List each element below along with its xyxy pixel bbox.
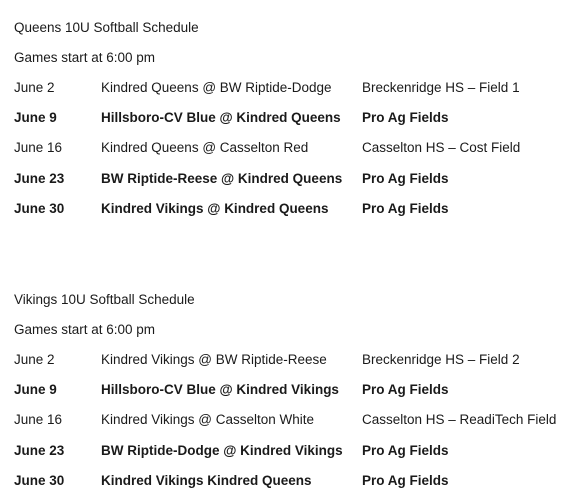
game-date: June 23 xyxy=(14,442,65,458)
game-date: June 9 xyxy=(14,110,57,126)
schedule-title: Vikings 10U Softball Schedule xyxy=(14,292,195,307)
vikings-schedule xyxy=(14,290,566,501)
game-location: Pro Ag Fields xyxy=(362,200,449,216)
game-location: Pro Ag Fields xyxy=(362,442,449,458)
game-row xyxy=(14,350,566,370)
game-matchup: BW Riptide-Reese @ Kindred Queens xyxy=(101,170,343,186)
game-matchup: BW Riptide-Dodge @ Kindred Vikings xyxy=(101,442,343,458)
game-location: Pro Ag Fields xyxy=(362,170,449,186)
game-date: June 2 xyxy=(14,352,55,367)
game-row-home xyxy=(14,441,566,461)
game-row-home xyxy=(14,108,566,128)
game-row-home xyxy=(14,380,566,400)
queens-schedule xyxy=(14,18,566,229)
game-date: June 30 xyxy=(14,200,65,216)
game-date: June 2 xyxy=(14,80,55,95)
game-matchup: Hillsboro-CV Blue @ Kindred Vikings xyxy=(101,382,339,398)
game-location: Breckenridge HS – Field 1 xyxy=(362,80,520,95)
game-matchup: Kindred Queens @ BW Riptide-Dodge xyxy=(101,80,332,95)
game-date: June 16 xyxy=(14,412,63,428)
game-location: Pro Ag Fields xyxy=(362,382,449,398)
game-location: Casselton HS – ReadiTech Field xyxy=(362,412,557,428)
start-time-note: Games start at 6:00 pm xyxy=(14,322,156,337)
game-matchup: Kindred Vikings @ Kindred Queens xyxy=(101,200,329,216)
game-row-home xyxy=(14,199,566,219)
game-location: Breckenridge HS – Field 2 xyxy=(362,352,520,367)
game-location: Casselton HS – Cost Field xyxy=(362,140,521,156)
game-date: June 30 xyxy=(14,472,65,488)
schedule-title: Queens 10U Softball Schedule xyxy=(14,20,199,35)
game-location: Pro Ag Fields xyxy=(362,110,449,126)
game-date: June 16 xyxy=(14,140,63,156)
game-row-home xyxy=(14,471,566,491)
game-matchup: Kindred Queens @ Casselton Red xyxy=(101,140,309,156)
game-matchup: Kindred Vikings @ BW Riptide-Reese xyxy=(101,352,327,367)
game-row xyxy=(14,138,566,158)
game-date: June 23 xyxy=(14,170,65,186)
game-matchup: Kindred Vikings Kindred Queens xyxy=(101,472,312,488)
game-location: Pro Ag Fields xyxy=(362,472,449,488)
game-matchup: Kindred Vikings @ Casselton White xyxy=(101,412,315,428)
start-time-note: Games start at 6:00 pm xyxy=(14,50,156,65)
game-date: June 9 xyxy=(14,382,57,398)
game-row xyxy=(14,78,566,98)
game-matchup: Hillsboro-CV Blue @ Kindred Queens xyxy=(101,110,341,126)
game-row-home xyxy=(14,169,566,189)
game-row xyxy=(14,410,566,430)
